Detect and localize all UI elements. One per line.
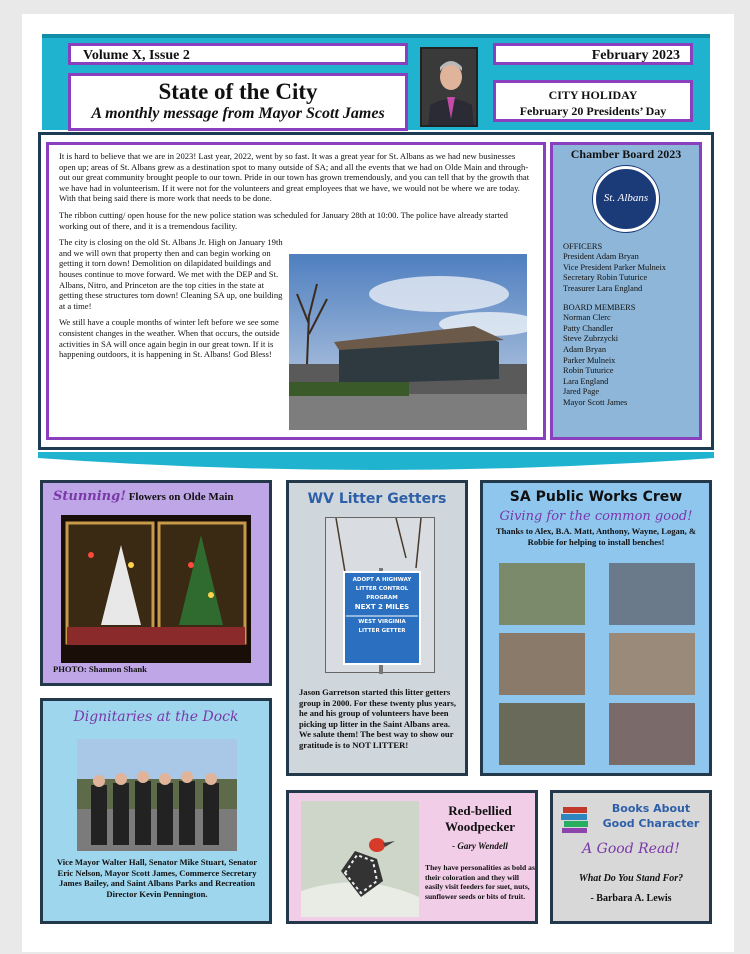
st-albans-seal — [593, 166, 659, 232]
officers-label: OFFICERS — [563, 241, 603, 251]
sign-line: LITTER GETTER — [358, 628, 406, 634]
public-works-panel — [480, 480, 712, 776]
sign-line: WEST VIRGINIA — [358, 619, 406, 625]
board-member: Steve Zubrzycki — [563, 334, 619, 344]
page-title: State of the City — [158, 79, 318, 104]
dignitaries-title: Dignitaries at the Dock — [73, 709, 239, 725]
works-photo-grid — [499, 563, 697, 771]
litter-title: WV Litter Getters — [307, 491, 447, 507]
flowers-credit: PHOTO: Shannon Shank — [53, 664, 147, 675]
police-station-photo — [289, 254, 527, 430]
title-box — [68, 73, 408, 131]
board-member: Parker Mulneix — [563, 355, 616, 365]
officer-item: Secretary Robin Tuturice — [563, 273, 648, 283]
officer-item: President Adam Bryan — [563, 252, 639, 262]
dignitaries-caption: Vice Mayor Walter Hall, Senator Mike Stuart, Senator Eric Nelson, Mayor Scott James, Commerce Secretary James Bailey, and Saint Albans Parks and Recreation Director Kevin Pennington. — [56, 857, 258, 899]
works-photo — [499, 633, 585, 695]
board-member: Adam Bryan — [563, 344, 607, 354]
works-text: Thanks to Alex, B.A. Matt, Anthony, Wayne, Logan, & Robbie for helping to install benches! — [495, 526, 697, 547]
litter-panel — [286, 480, 468, 776]
seal-text: St. Albans — [603, 192, 649, 205]
board-member: Patty Chandler — [563, 323, 614, 333]
works-title: SA Public Works Crew — [509, 489, 683, 505]
sign-line: LITTER CONTROL — [355, 586, 409, 592]
works-photo — [499, 703, 585, 765]
board-label: BOARD MEMBERS — [563, 302, 636, 312]
litter-text: Jason Garretson started this litter getters group in 2000. For these twenty plus years, he and his group of volunteers have been picking up litter in the Saint Albans area. We salute them! The best way to show our gratitude is to NOT LITTER! — [299, 687, 456, 750]
books-title: Books About — [611, 802, 691, 815]
letter-paragraph: The city is closing on the old St. Albans Jr. High on January 19th and we will own that property then and can begin working on getting it torn down! Demolition on dilapidated buildings and houses continue to move forward. We met with the DEP and St. Albans, Nitro, and Princeton are the top cities in the state at getting these structures torn down! Cleaning SA up, one building at a time! — [59, 237, 283, 311]
flowers-window-photo — [61, 515, 251, 663]
divider-wave — [38, 452, 714, 476]
woodpecker-text: They have personalities as bold as their coloration and they will easily visit feeders for suet, nuts, sunflower seeds or bits of fruit. — [425, 863, 535, 901]
works-photo — [609, 633, 695, 695]
books-script: A Good Read! — [582, 841, 680, 857]
board-member: Robin Tuturice — [563, 366, 614, 376]
sign-line: PROGRAM — [366, 595, 398, 601]
letter-paragraph: It is hard to believe that we are in 2023! Last year, 2022, went by so fast. It was a great year for St. Albans as we had new businesses open up; areas of St. Albans grew as a destination spot to many outside of SA; and all the events that we had on Olde Main and through-out our great community brought people to our town. Pride in our town has grown tremendously, and you can tell that by the growth that we have had in volunteerism. If it were not for the volunteers and great employees that we have, we would not be where we are today. With that being said there is more work that needs to be done. — [59, 151, 530, 204]
woodpecker-photo — [301, 801, 419, 917]
works-script: Giving for the common good! — [499, 509, 693, 524]
sign-line: NEXT 2 MILES — [354, 603, 410, 611]
board-member: Mayor Scott James — [563, 397, 628, 407]
flowers-panel — [40, 480, 272, 686]
holiday-box — [493, 80, 693, 122]
books-stack-icon — [561, 803, 589, 838]
mayor-photo — [420, 47, 478, 127]
flowers-title: Flowers on Olde Main — [128, 491, 234, 503]
flowers-script: Stunning! — [53, 489, 126, 504]
sign-line: ADOPT A HIGHWAY — [352, 577, 412, 583]
volume-label: Volume X, Issue 2 — [68, 43, 408, 65]
litter-sign-photo — [325, 517, 435, 673]
board-member: Norman Clerc — [563, 313, 611, 323]
page-subtitle: A monthly message from Mayor Scott James — [91, 105, 385, 122]
chamber-title: Chamber Board 2023 — [570, 147, 682, 161]
works-photo — [609, 703, 695, 765]
board-member: Lara England — [563, 376, 609, 386]
woodpecker-title: Woodpecker — [444, 819, 516, 834]
holiday-date: February 20 Presidents’ Day — [519, 104, 667, 118]
works-photo — [609, 563, 695, 625]
books-question: What Do You Stand For? — [578, 873, 684, 884]
chamber-board — [550, 142, 702, 440]
books-author: - Barbara A. Lewis — [590, 893, 672, 904]
works-photo — [499, 563, 585, 625]
books-panel — [550, 790, 712, 924]
dignitaries-panel — [40, 698, 272, 924]
letter-paragraph: We still have a couple months of winter left before we see some consistent changes in the weather. When that occurs, the outside activities in SA will once again begin in our great town. If it is happening outdoors, it is happening in St. Albans! God Bless! — [59, 317, 280, 360]
woodpecker-author: - Gary Wendell — [452, 841, 508, 851]
officer-item: Vice President Parker Mulneix — [563, 262, 666, 272]
holiday-label: CITY HOLIDAY — [548, 88, 638, 102]
books-title: Good Character — [602, 817, 700, 830]
board-member: Jared Page — [563, 387, 600, 397]
officer-item: Treasurer Lara England — [563, 283, 643, 293]
issue-date: February 2023 — [493, 43, 693, 65]
woodpecker-title: Red-bellied — [448, 803, 512, 818]
woodpecker-panel — [286, 790, 538, 924]
letter-paragraph: The ribbon cutting/ open house for the new police station was scheduled for January 28th at 10:00. The police have already started working out of there, and it is a tremendous facility. — [59, 209, 508, 231]
dignitaries-photo — [77, 739, 237, 851]
